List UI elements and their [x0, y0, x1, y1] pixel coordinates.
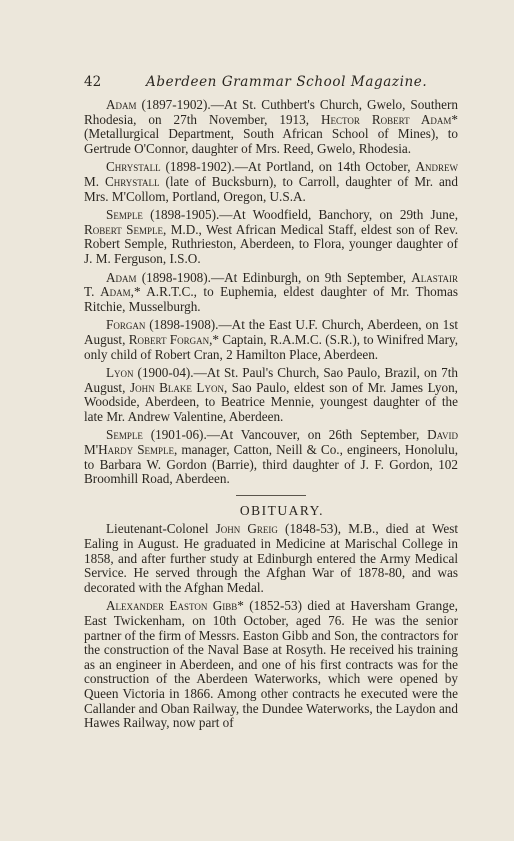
entry-rest: (1848-53), M.B., died at West Ealing in August. He graduated in Medicine at Marischal College in 1858, and after further study at Edinburgh entered the Army Medical Service. He served through the Afghan War of 1878-80, and was decorated with the Afghan Medal. — [84, 521, 458, 595]
entry-name: John Greig — [215, 521, 278, 537]
entry-surname: Adam — [106, 269, 137, 285]
entry-rest: ,* Captain, R.A.M.C. (S.R.), to Winifred Mary, only child of Robert Cran, 2 Hamilton Place, Aberdeen. — [84, 331, 459, 362]
entry-rest: (late of Bucksburn), to Carroll, daughter of Mr. and Mrs. M'Collom, Portland, Oregon, U.S.A. — [84, 173, 458, 204]
entry-text: (1901-06).—At Vancouver, on 26th September, — [142, 427, 428, 443]
section-title-obituary: OBITUARY. — [239, 502, 325, 518]
obituary-entry — [84, 522, 458, 595]
entry-surname: Chrystall — [106, 159, 161, 175]
entry-surname: Forgan — [106, 317, 146, 333]
marriage-entry — [84, 98, 458, 156]
entry-name: Robert Semple — [84, 221, 163, 237]
entry-name: John Blake Lyon — [129, 379, 224, 395]
entry-text: (1897-1902).—At St. Cuthbert's Church, Gwelo, Southern Rhodesia, on 27th November, 1913, — [84, 97, 458, 127]
marriage-entry — [84, 208, 458, 266]
entry-surname: Adam — [106, 97, 137, 112]
entry-name: Andrew M. Chrystall — [84, 159, 458, 189]
entry-name: Robert Forgan — [128, 331, 210, 347]
entry-rest: ,* A.R.T.C., to Euphemia, eldest daughter of Mr. Thomas Ritchie, Musselburgh. — [84, 284, 458, 314]
page-header — [84, 74, 460, 92]
obituary-entry — [84, 599, 458, 730]
section-divider — [236, 495, 306, 496]
entry-name: Hector Robert Adam — [321, 111, 452, 127]
entry-text: (1898-1908).—At Edinburgh, on 9th September, — [136, 269, 412, 285]
entry-text: (1900-04).—At St. Paul's Church, Sao Paulo, Brazil, on 7th August, — [84, 365, 458, 395]
entry-lead: Lieutenant-Colonel — [106, 521, 216, 537]
marriage-entry — [84, 366, 458, 424]
article-body — [84, 98, 458, 735]
entry-rest: , manager, Catton, Neill & Co., engineers, Honolulu, to Barbara W. Gordon (Barrie), third daughter of J. F. Gordon, 102 Broomhill Road, Aberdeen. — [84, 442, 458, 487]
entry-rest: , M.D., West African Medical Staff, eldest son of Rev. Robert Semple, Ruthrieston, Aberdeen, to Flora, younger daughter of J. M. Ferguson, I.S.O. — [84, 221, 458, 266]
entry-text: (1898-1908).—At the East U.F. Church, Aberdeen, on 1st August, — [84, 317, 458, 347]
entry-rest: * (1852-53) died at Haversham Grange, East Twickenham, on 10th October, aged 76. He was the senior partner of the firm of Messrs. Easton Gibb and Son, the contractors for the construction of the Naval Base at Rosyth. He received his training as an engineer in Aberdeen, and one of his first contracts was for the construction of the Aberdeen Waterworks, which were opened by Queen Victoria in 1866. Among other contracts he executed were the Callander and Oban Railway, the Dundee Waterworks, the Laydon and Hawes Railway, now part of — [84, 598, 458, 731]
entry-name: David M'Hardy Semple — [84, 427, 458, 458]
marriage-entry — [84, 160, 458, 204]
entry-name: Alexander Easton Gibb — [106, 598, 238, 614]
entry-surname: Semple — [106, 207, 143, 223]
marriage-entry — [84, 318, 458, 362]
entry-surname: Semple — [106, 427, 143, 443]
entry-text: (1898-1902).—At Portland, on 14th October, — [160, 159, 416, 175]
entry-rest: * (Metallurgical Department, South African School of Mines), to Gertrude O'Connor, daughter of Mrs. Reed, Gwelo, Rhodesia. — [84, 111, 458, 156]
running-title: Aberdeen Grammar School Magazine. — [146, 74, 428, 90]
entry-surname: Lyon — [106, 365, 134, 381]
entry-rest: , Sao Paulo, eldest son of Mr. James Lyon, Woodside, Aberdeen, to Beatrice Mennie, youngest daughter of the late Mr. Andrew Valentine, Aberdeen. — [84, 379, 458, 424]
marriage-entry — [84, 271, 458, 315]
entry-name: Alastair T. Adam — [84, 269, 458, 300]
entry-text: (1898-1905).—At Woodfield, Banchory, on 29th June, — [142, 207, 458, 223]
page-number: 42 — [84, 74, 102, 90]
marriage-entry — [84, 428, 458, 486]
